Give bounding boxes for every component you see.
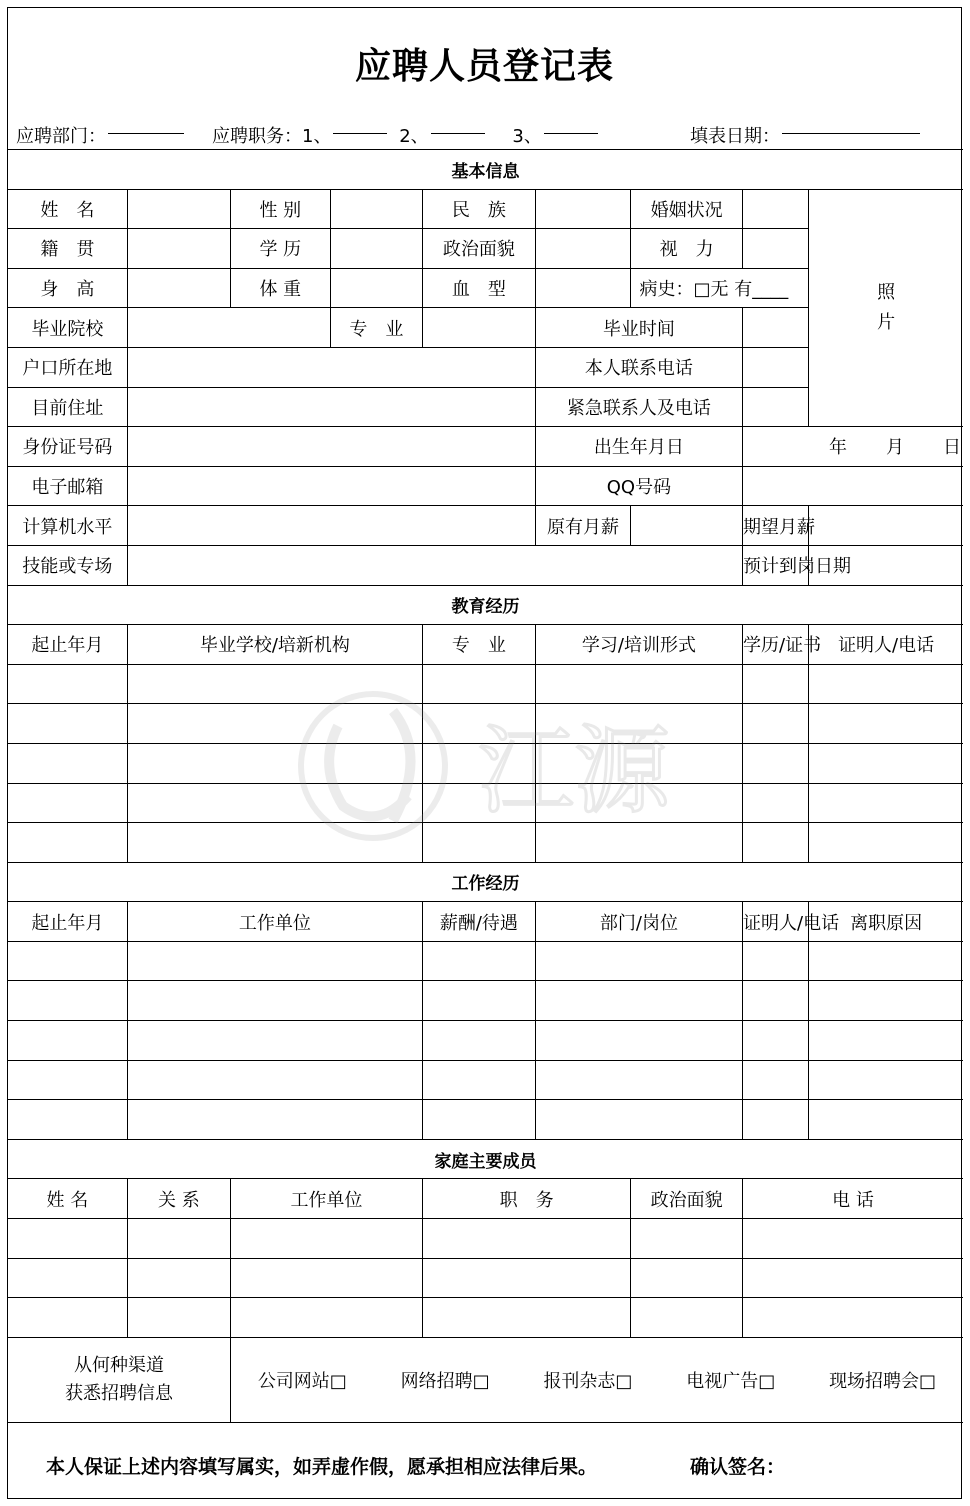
dept-label: 应聘部门： xyxy=(16,126,106,147)
birth-label: 出生年月日 xyxy=(535,427,742,467)
registration-form xyxy=(7,7,962,1499)
phone-input[interactable] xyxy=(743,347,809,387)
source-label-line2: 获悉招聘信息 xyxy=(64,1382,173,1404)
birth-input[interactable] xyxy=(743,427,963,467)
edu-col-form: 学习/培训形式 xyxy=(535,625,742,665)
hukou-input[interactable] xyxy=(127,347,535,387)
declaration-text: 本人保证上述内容填写属实，如弄虚作假，愿承担相应法律后果。 xyxy=(46,1456,598,1478)
edu-col-school: 毕业学校/培新机构 xyxy=(127,625,422,665)
table-row xyxy=(8,981,963,1021)
fill-date-label: 填表日期： xyxy=(690,126,780,147)
source-label-line1: 从何种渠道 xyxy=(73,1354,164,1376)
emergency-label: 紧急联系人及电话 xyxy=(535,387,742,427)
source-label xyxy=(8,1337,230,1422)
table-row xyxy=(8,941,963,981)
blood-input[interactable] xyxy=(535,268,630,308)
edu-col-period: 起止年月 xyxy=(8,625,127,665)
degree-label: 学 历 xyxy=(230,229,330,269)
emergency-input[interactable] xyxy=(743,387,809,427)
position-field[interactable] xyxy=(212,122,598,148)
work-col-dept: 部门/岗位 xyxy=(535,902,742,942)
marital-input[interactable] xyxy=(743,189,809,229)
ethnicity-label: 民 族 xyxy=(422,189,535,229)
fill-date-field[interactable] xyxy=(690,122,920,148)
school-input[interactable] xyxy=(127,308,330,348)
year-label: 年 xyxy=(829,437,848,459)
id-no-label: 身份证号码 xyxy=(8,427,127,467)
month-label: 月 xyxy=(886,437,905,459)
table-row xyxy=(8,1258,963,1298)
dept-field[interactable] xyxy=(16,122,184,148)
source-option-fair[interactable]: 现场招聘会□ xyxy=(829,1370,937,1392)
degree-input[interactable] xyxy=(330,229,422,269)
family-col-company: 工作单位 xyxy=(230,1179,422,1219)
email-input[interactable] xyxy=(127,466,535,506)
photo-box[interactable] xyxy=(809,189,963,427)
work-header-row xyxy=(8,902,963,942)
blood-label: 血 型 xyxy=(422,268,535,308)
source-option-website[interactable]: 公司网站□ xyxy=(257,1370,347,1392)
old-salary-label: 原有月薪 xyxy=(535,506,630,546)
height-input[interactable] xyxy=(127,268,230,308)
illness-field[interactable]: 病史：□无 有____ xyxy=(631,268,809,308)
table-row xyxy=(8,704,963,744)
vision-input[interactable] xyxy=(743,229,809,269)
hukou-label: 户口所在地 xyxy=(8,347,127,387)
source-option-newspaper[interactable]: 报刊杂志□ xyxy=(543,1370,633,1392)
family-col-phone: 电 话 xyxy=(743,1179,963,1219)
position-3-label: 3、 xyxy=(512,126,542,147)
signature-label[interactable]: 确认签名： xyxy=(690,1456,786,1478)
height-label: 身 高 xyxy=(8,268,127,308)
photo-label: 照 片 xyxy=(877,281,896,333)
skills-label: 技能或专场 xyxy=(8,545,127,585)
day-label: 日 xyxy=(943,437,961,459)
table-row xyxy=(8,783,963,823)
family-col-political: 政治面貌 xyxy=(631,1179,743,1219)
gender-label: 性 别 xyxy=(230,189,330,229)
family-col-position: 职 务 xyxy=(422,1179,630,1219)
vision-label: 视 力 xyxy=(631,229,743,269)
gender-input[interactable] xyxy=(330,189,422,229)
weight-input[interactable] xyxy=(330,268,422,308)
political-input[interactable] xyxy=(535,229,630,269)
grad-time-input[interactable] xyxy=(743,308,809,348)
education-header-row xyxy=(8,625,963,665)
exp-salary-input[interactable] xyxy=(809,506,963,546)
work-col-reference: 证明人/电话 xyxy=(743,902,809,942)
edu-col-major: 专 业 xyxy=(422,625,535,665)
form-table xyxy=(8,149,963,1423)
marital-label: 婚姻状况 xyxy=(631,189,743,229)
weight-label: 体 重 xyxy=(230,268,330,308)
work-col-reason: 离职原因 xyxy=(809,902,963,942)
name-input[interactable] xyxy=(127,189,230,229)
table-row xyxy=(8,823,963,863)
table-row xyxy=(8,743,963,783)
position-1-label: 1、 xyxy=(302,126,332,147)
school-label: 毕业院校 xyxy=(8,308,127,348)
computer-input[interactable] xyxy=(127,506,535,546)
family-col-relation: 关 系 xyxy=(127,1179,230,1219)
section-education: 教育经历 xyxy=(8,585,963,625)
family-header-row xyxy=(8,1179,963,1219)
source-option-tv[interactable]: 电视广告□ xyxy=(686,1370,776,1392)
table-row xyxy=(8,1219,963,1259)
qq-input[interactable] xyxy=(743,466,963,506)
table-row xyxy=(8,1298,963,1338)
section-basic-info: 基本信息 xyxy=(8,150,963,190)
major-label: 专 业 xyxy=(330,308,422,348)
form-title: 应聘人员登记表 xyxy=(354,46,614,87)
address-label: 目前住址 xyxy=(8,387,127,427)
section-work: 工作经历 xyxy=(8,862,963,902)
political-label: 政治面貌 xyxy=(422,229,535,269)
major-input[interactable] xyxy=(422,308,535,348)
table-row xyxy=(8,664,963,704)
email-label: 电子邮箱 xyxy=(8,466,127,506)
watermark-text: 江源 xyxy=(478,715,670,827)
edu-col-degree: 学历/证书 xyxy=(743,625,809,665)
computer-label: 计算机水平 xyxy=(8,506,127,546)
family-col-name: 姓 名 xyxy=(8,1179,127,1219)
table-row xyxy=(8,1021,963,1061)
source-options xyxy=(230,1337,963,1422)
native-label: 籍 贯 xyxy=(8,229,127,269)
qq-label: QQ号码 xyxy=(535,466,742,506)
skills-input[interactable] xyxy=(127,545,742,585)
position-2-label: 2、 xyxy=(399,126,429,147)
old-salary-input[interactable] xyxy=(631,506,743,546)
arrival-label: 预计到岗日期 xyxy=(743,545,809,585)
id-no-input[interactable] xyxy=(127,427,535,467)
native-input[interactable] xyxy=(127,229,230,269)
work-col-salary: 薪酬/待遇 xyxy=(422,902,535,942)
ethnicity-input[interactable] xyxy=(535,189,630,229)
work-col-company: 工作单位 xyxy=(127,902,422,942)
table-row xyxy=(8,1100,963,1140)
position-label: 应聘职务： xyxy=(212,126,302,147)
name-label: 姓 名 xyxy=(8,189,127,229)
source-option-online[interactable]: 网络招聘□ xyxy=(400,1370,490,1392)
exp-salary-label: 期望月薪 xyxy=(743,506,809,546)
work-col-period: 起止年月 xyxy=(8,902,127,942)
grad-time-label: 毕业时间 xyxy=(535,308,742,348)
edu-col-reference: 证明人/电话 xyxy=(809,625,963,665)
phone-label: 本人联系电话 xyxy=(535,347,742,387)
section-family: 家庭主要成员 xyxy=(8,1139,963,1179)
table-row xyxy=(8,1060,963,1100)
address-input[interactable] xyxy=(127,387,535,427)
